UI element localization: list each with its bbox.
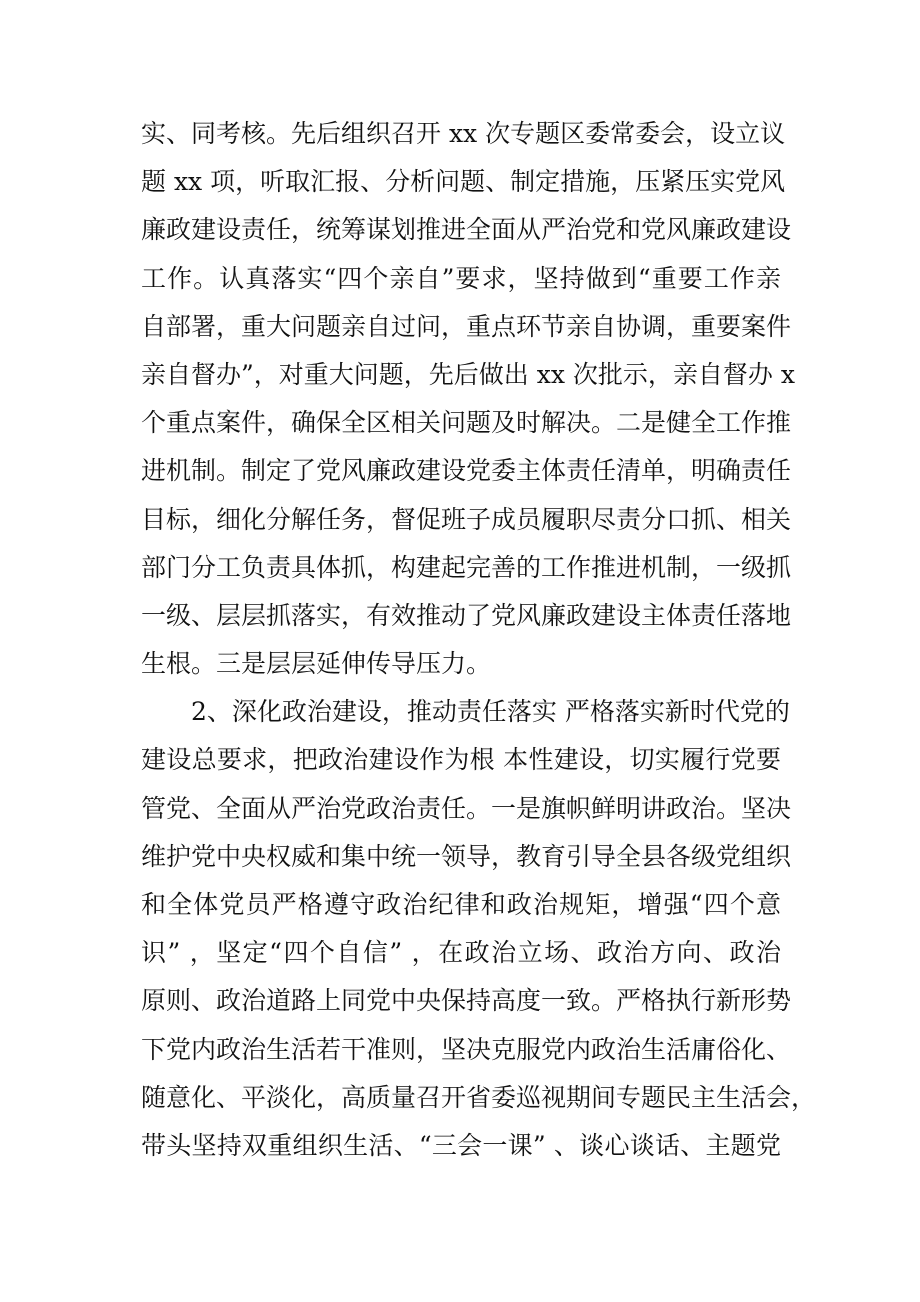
text-line: 下党内政治生活若干准则，坚决克服党内政治生活庸俗化、 (141, 1034, 792, 1064)
paragraph-2 (141, 688, 817, 1170)
text-line: 和全体党员严格遵守政治纪律和政治规矩，增强“四个意 (141, 890, 781, 919)
section-heading-line: 2、深化政治建设，推动责任落实 严格落实新时代党的 (191, 697, 790, 727)
text-line: 生根。三是层层延伸传导压力。 (141, 649, 492, 679)
document-body (141, 110, 817, 1170)
text-line: 随意化、平淡化，高质量召开省委巡视期间专题民主生活会， (141, 1082, 817, 1112)
text-line: 实、同考核。先后组织召开 xx 次专题区委常委会，设立议 (141, 119, 786, 148)
text-line: 带头坚持双重组织生活、“三会一课” 、谈心谈话、主题党 (141, 1130, 781, 1160)
text-line: 原则、政治道路上同党中央保持高度一致。严格执行新形势 (141, 986, 792, 1016)
text-line: 维护党中央权威和集中统一领导，教育引导全县各级党组织 (141, 841, 792, 871)
text-line: 自部署，重大问题亲自过问，重点环节亲自协调，重要案件 (141, 311, 792, 341)
text-line: 目标，细化分解任务，督促班子成员履职尽责分口抓、相关 (141, 504, 792, 534)
text-line: 部门分工负责具体抓，构建起完善的工作推进机制，一级抓 (141, 552, 792, 582)
text-line: 廉政建设责任，统筹谋划推进全面从严治党和党风廉政建设 (141, 215, 792, 245)
text-line: 一级、层层抓落实，有效推动了党风廉政建设主体责任落地 (141, 600, 792, 630)
text-line: 题 xx 项，听取汇报、分析问题、制定措施，压紧压实党风 (141, 167, 786, 197)
text-line: 亲自督办”，对重大问题，先后做出 xx 次批示，亲自督办 x (141, 359, 795, 389)
text-line: 建设总要求，把政治建设作为根 本性建设，切实履行党要 (141, 745, 781, 775)
text-line: 识” ，坚定“四个自信” ，在政治立场、政治方向、政治 (141, 938, 781, 968)
text-line: 工作。认真落实“四个亲自”要求，坚持做到“重要工作亲 (141, 263, 781, 293)
text-line: 进机制。制定了党风廉政建设党委主体责任清单，明确责任 (141, 456, 792, 486)
paragraph-1 (141, 110, 795, 688)
text-line: 管党、全面从严治党政治责任。一是旗帜鲜明讲政治。坚决 (141, 793, 792, 823)
text-line: 个重点案件，确保全区相关问题及时解决。二是健全工作推 (141, 408, 792, 438)
